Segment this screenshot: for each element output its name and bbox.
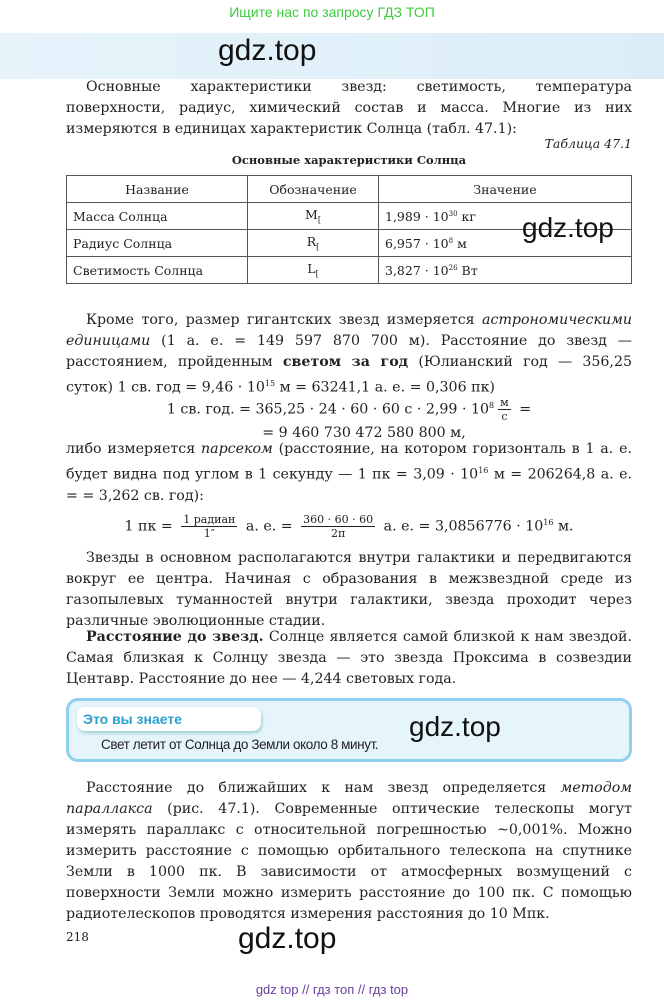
watermark: gdz.top — [238, 922, 337, 955]
cell-symbol: $R_[$ — [248, 230, 379, 257]
watermark-band — [0, 33, 664, 79]
paragraph-galaxy: Звезды в основном располагаются внутри галактики и передвигаются вокруг ее центра. Начиная с образования в межзвездной среде из газопылевых туманностей внутри галактики, звезда проходит через различные эволюционные стадии. — [66, 550, 632, 629]
column-header: Значение — [379, 176, 632, 203]
paragraph-intro: Основные характеристики звезд: светимость, температура поверхности, радиус, химический состав и масса. Многие из них измеряются в единицах характеристик Солнца (табл. 47.1): — [66, 79, 632, 137]
table-title: Основные характеристики Солнца — [231, 153, 467, 167]
table-header-row — [67, 176, 632, 203]
footer-links[interactable]: gdz top // гдз топ // гдз top — [255, 982, 409, 997]
paragraph-parsec: либо измеряется парсеком (расстояние, на котором горизонталь в 1 а. е. будет видна под углом в 1 секунду — 1 пк = $3,09 \cdot 10^{16}$ м = 206264,8 а. е. = = 3,262 св. год): — [66, 441, 632, 504]
cell-value: $6,957 \cdot 10^8$ м — [379, 230, 632, 257]
cell-symbol: $M_[$ — [248, 203, 379, 230]
column-header: Обозначение — [248, 176, 379, 203]
page-number: 218 — [66, 930, 89, 944]
cell-value: $1,989 \cdot 10^{30}$ кг — [379, 203, 632, 230]
formula-parsec: 1 пк = $\frac{\text{1 радиан}}{1''}$ а. е. = $\frac{360 \cdot 60 \cdot 60}{2\pi}$ а. е. = $3,0856776 \cdot 10^{16}$ м. — [124, 513, 574, 541]
table-row — [67, 257, 632, 284]
cell-name: Масса Солнца — [67, 203, 248, 230]
info-box-text: Свет летит от Солнца до Земли около 8 минут. — [101, 737, 379, 752]
cell-name: Светимость Солнца — [67, 257, 248, 284]
cell-symbol: $L_[$ — [248, 257, 379, 284]
watermark: gdz.top — [218, 34, 317, 67]
table-label: Таблица 47.1 — [544, 136, 632, 151]
info-box-title: Это вы знаете — [77, 707, 261, 731]
column-header: Название — [67, 176, 248, 203]
paragraph-distance-units: Кроме того, размер гигантских звезд измеряется астрономическими единицами (1 а. е. = 149 597 870 700 м). Расстояние до звезд — расстоянием, пройденным светом за год (Юлианский год — 356,25 суток) 1 св. год = $9,46 \cdot 10^{15}$ м = 63241,1 а. е. = 0,306 пк) — [66, 312, 632, 396]
cell-name: Радиус Солнца — [67, 230, 248, 257]
watermark: gdz.top — [522, 212, 614, 243]
paragraph-nearest-star: Расстояние до звезд. Солнце является самой близкой к нам звездой. Самая близкая к Солнцу звезда — это звезда Проксима в созвездии Центавр. Расстояние до нее — 4,244 световых года. — [66, 629, 632, 687]
search-banner[interactable]: Ищите нас по запросу ГДЗ ТОП — [229, 4, 435, 20]
watermark: gdz.top — [409, 711, 501, 742]
info-box — [66, 698, 632, 762]
paragraph-parallax: Расстояние до ближайших к нам звезд определяется методом параллакса (рис. 47.1). Современные оптические телескопы могут измерять параллакс с относительной погрешностью ~0,001%. Можно измерить расстояние с помощью орбитального телескопа на спутнике Земли в 1000 пк. В зависимости от атмосферных возмущений с поверхности Земли можно измерить расстояние до 100 пк. С помощью радиотелескопов проводятся измерения расстояния до 10 Мпк. — [66, 780, 632, 922]
formula-light-year: 1 св. год. = 365,25 · 24 · 60 · 60 $с \cdot 2,99 \cdot 10^8$ $\frac{м}{с}$ = = 9 460 730 472 580 800 м, — [166, 396, 532, 442]
cell-value: $3,827 \cdot 10^{26}$ Вт — [379, 257, 632, 284]
